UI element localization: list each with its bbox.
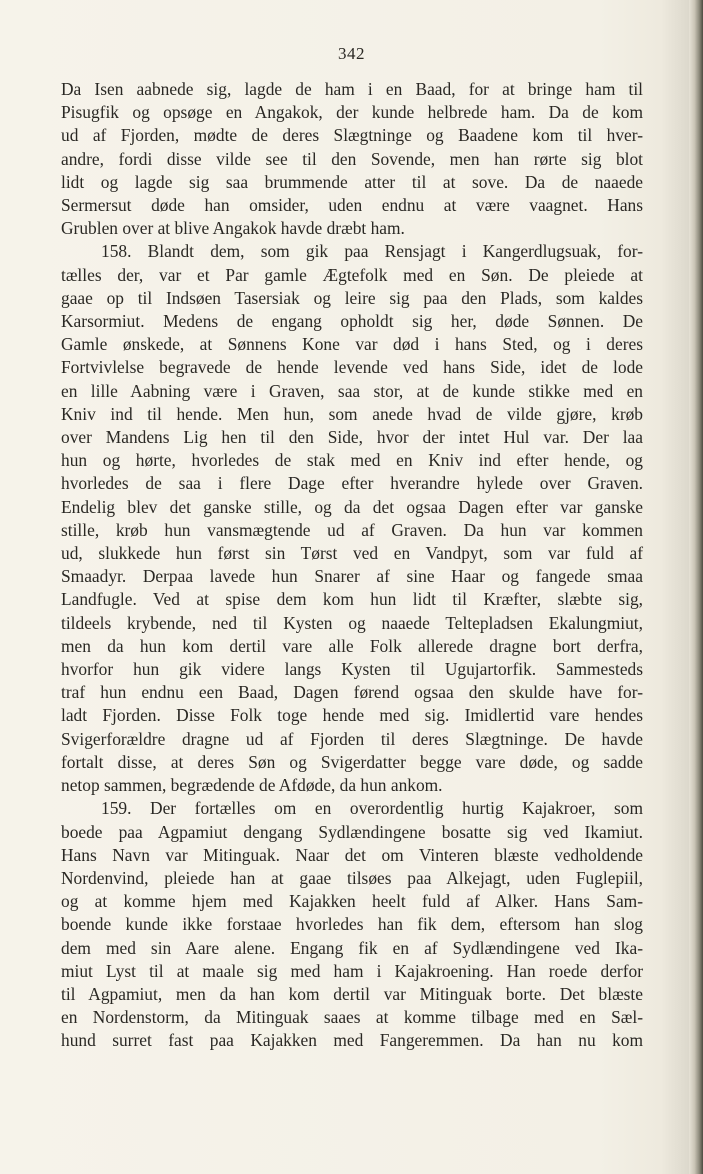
text-line: Fortvivlelse begravede de hende levende ved hans Side, idet de lode: [61, 357, 643, 378]
text-line: fortalt disse, at deres Søn og Svigerdatter begge vare døde, og sadde: [61, 751, 643, 772]
text-line: stille, krøb hun vansmægtende ud af Graven. Da hun var kommen: [61, 519, 643, 540]
text-line: Gamle ønskede, at Sønnens Kone var død i hans Sted, og i deres: [61, 334, 643, 355]
text-line: gaae op til Indsøen Tasersiak og leire sig paa den Plads, som kaldes: [61, 287, 643, 308]
text-line: Da Isen aabnede sig, lagde de ham i en Baad, for at bringe ham til: [61, 79, 643, 99]
text-line: hun og hørte, hvorledes de stak med en Kniv ind efter hende, og: [61, 450, 643, 471]
text-line: Karsormiut. Medens de engang opholdt sig her, døde Sønnen. De: [61, 311, 643, 332]
text-line: Nordenvind, pleiede han at gaae tilsøes paa Alkejagt, uden Fuglepiil,: [61, 867, 643, 888]
text-line: en lille Aabning være i Graven, saa stor, at de kunde stikke med en: [61, 380, 643, 401]
text-line: Pisugfik og opsøge en Angakok, der kunde helbrede ham. Da de kom: [61, 102, 643, 123]
text-line: andre, fordi disse vilde see til den Sovende, men han rørte sig blot: [61, 148, 643, 169]
text-line: Svigerforældre dragne ud af Fjorden til deres Slægtninge. De havde: [61, 728, 643, 749]
text-line: netop sammen, begrædende de Afdøde, da hun ankom.: [61, 775, 443, 796]
text-line: hvorledes de saa i flere Dage efter hverandre hylede over Graven.: [61, 473, 643, 494]
text-line: Endelig blev det ganske stille, og da det ogsaa Dagen efter var ganske: [61, 496, 643, 517]
text-line: ud, slukkede hun først sin Tørst ved en Vandpyt, som var fuld af: [61, 543, 643, 564]
text-line: hund surret fast paa Kajakken med Fangeremmen. Da han nu kom: [61, 1030, 643, 1051]
text-line: miut Lyst til at maale sig med ham i Kajakroening. Han roede derfor: [61, 960, 643, 981]
text-line: Landfugle. Ved at spise dem kom hun lidt til Kræfter, slæbte sig,: [61, 589, 643, 610]
text-line: 158. Blandt dem, som gik paa Rensjagt i Kangerdlugsuak, for-: [101, 241, 643, 262]
text-line: og at komme hjem med Kajakken heelt fuld af Alker. Hans Sam-: [61, 891, 643, 912]
text-line: Sermersut døde han omsider, uden endnu at være vaagnet. Hans: [61, 195, 643, 216]
text-line: tælles der, var et Par gamle Ægtefolk med en Søn. De pleiede at: [61, 264, 643, 285]
page-edge-shadow: [689, 0, 703, 1174]
text-line: over Mandens Lig hen til den Side, hvor der intet Hul var. Der laa: [61, 427, 643, 448]
text-line: traf hun endnu een Baad, Dagen førend ogsaa den skulde have for-: [61, 682, 643, 703]
paragraph-158: [61, 240, 643, 797]
text-line: boede paa Agpamiut dengang Sydlændingene bosatte sig ved Ikamiut.: [61, 821, 643, 842]
text-line: Hans Navn var Mitinguak. Naar det om Vinteren blæste vedholdende: [61, 844, 643, 865]
text-line: 159. Der fortælles om en overordentlig hurtig Kajakroer, som: [101, 798, 643, 819]
text-line: dem med sin Aare alene. Engang fik en af Sydlændingene ved Ika-: [61, 937, 643, 958]
paragraph-1: [61, 78, 643, 240]
text-line: ladt Fjorden. Disse Folk toge hende med sig. Imidlertid vare hendes: [61, 705, 643, 726]
paragraph-159: [61, 797, 643, 1052]
text-line: en Nordenstorm, da Mitinguak saaes at komme tilbage med en Sæl-: [61, 1007, 643, 1028]
text-line: ud af Fjorden, mødte de deres Slægtninge og Baadene kom til hver-: [61, 125, 643, 146]
text-line: Smaadyr. Derpaa lavede hun Snarer af sine Haar og fangede smaa: [61, 566, 643, 587]
text-line: boende kunde ikke forstaae hvorledes han fik dem, eftersom han slog: [61, 914, 643, 935]
page-number: 342: [338, 44, 365, 63]
text-line: hvorfor hun gik videre langs Kysten til Ugujartorfik. Sammesteds: [61, 659, 643, 680]
text-line: lidt og lagde sig saa brummende atter til at sove. Da de naaede: [61, 171, 643, 192]
text-line: tildeels krybende, ned til Kysten og naaede Teltepladsen Ekalungmiut,: [61, 612, 643, 633]
text-line: Kniv ind til hende. Men hun, som anede hvad de vilde gjøre, krøb: [61, 403, 643, 424]
text-line: Grublen over at blive Angakok havde dræbt ham.: [61, 218, 405, 239]
text-line: men da hun kom dertil vare alle Folk allerede dragne bort derfra,: [61, 635, 643, 656]
body-text: [61, 78, 643, 1053]
text-line: til Agpamiut, men da han kom dertil var Mitinguak borte. Det blæste: [61, 983, 643, 1004]
